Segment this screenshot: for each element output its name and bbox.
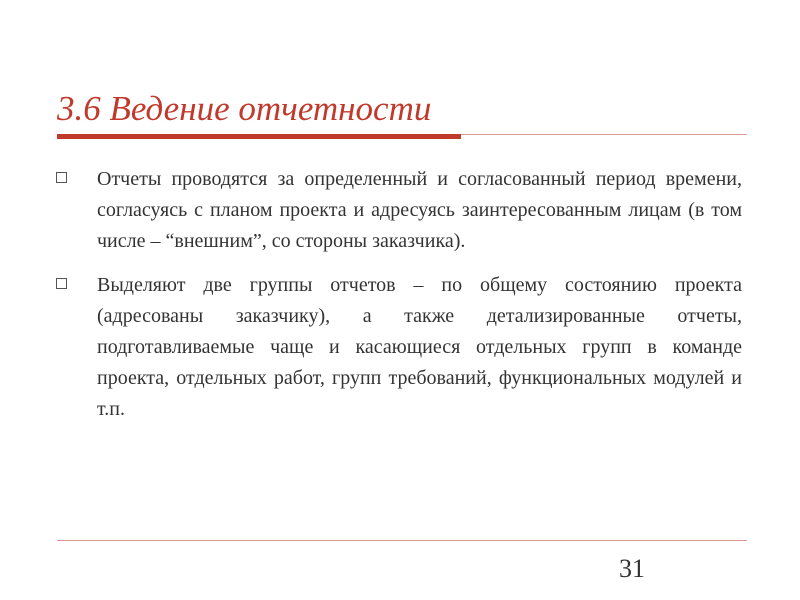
page-number: 31 xyxy=(619,554,645,583)
bullet-text: Выделяют две группы отчетов – по общему состоянию проекта (адресованы заказчику), а также детализированные отчеты, подготавливаемые чаще и касающиеся отдельных групп в команде проекта, отдельных работ, групп требований, функциональных модулей и т.п. xyxy=(97,274,742,420)
hollow-square-icon xyxy=(56,172,67,183)
bullet-item xyxy=(52,164,742,257)
footer-divider xyxy=(57,540,747,541)
bullet-list xyxy=(52,164,742,438)
title-divider-accent xyxy=(57,134,461,139)
bullet-item xyxy=(52,270,742,425)
bullet-text: Отчеты проводятся за определенный и согласованный период времени, согласуясь с планом проекта и адресуясь заинтересованным лицам (в том числе – “внешним”, со стороны заказчика). xyxy=(97,168,742,252)
hollow-square-icon xyxy=(56,278,67,289)
slide-title: 3.6 Ведение отчетности xyxy=(57,89,432,128)
